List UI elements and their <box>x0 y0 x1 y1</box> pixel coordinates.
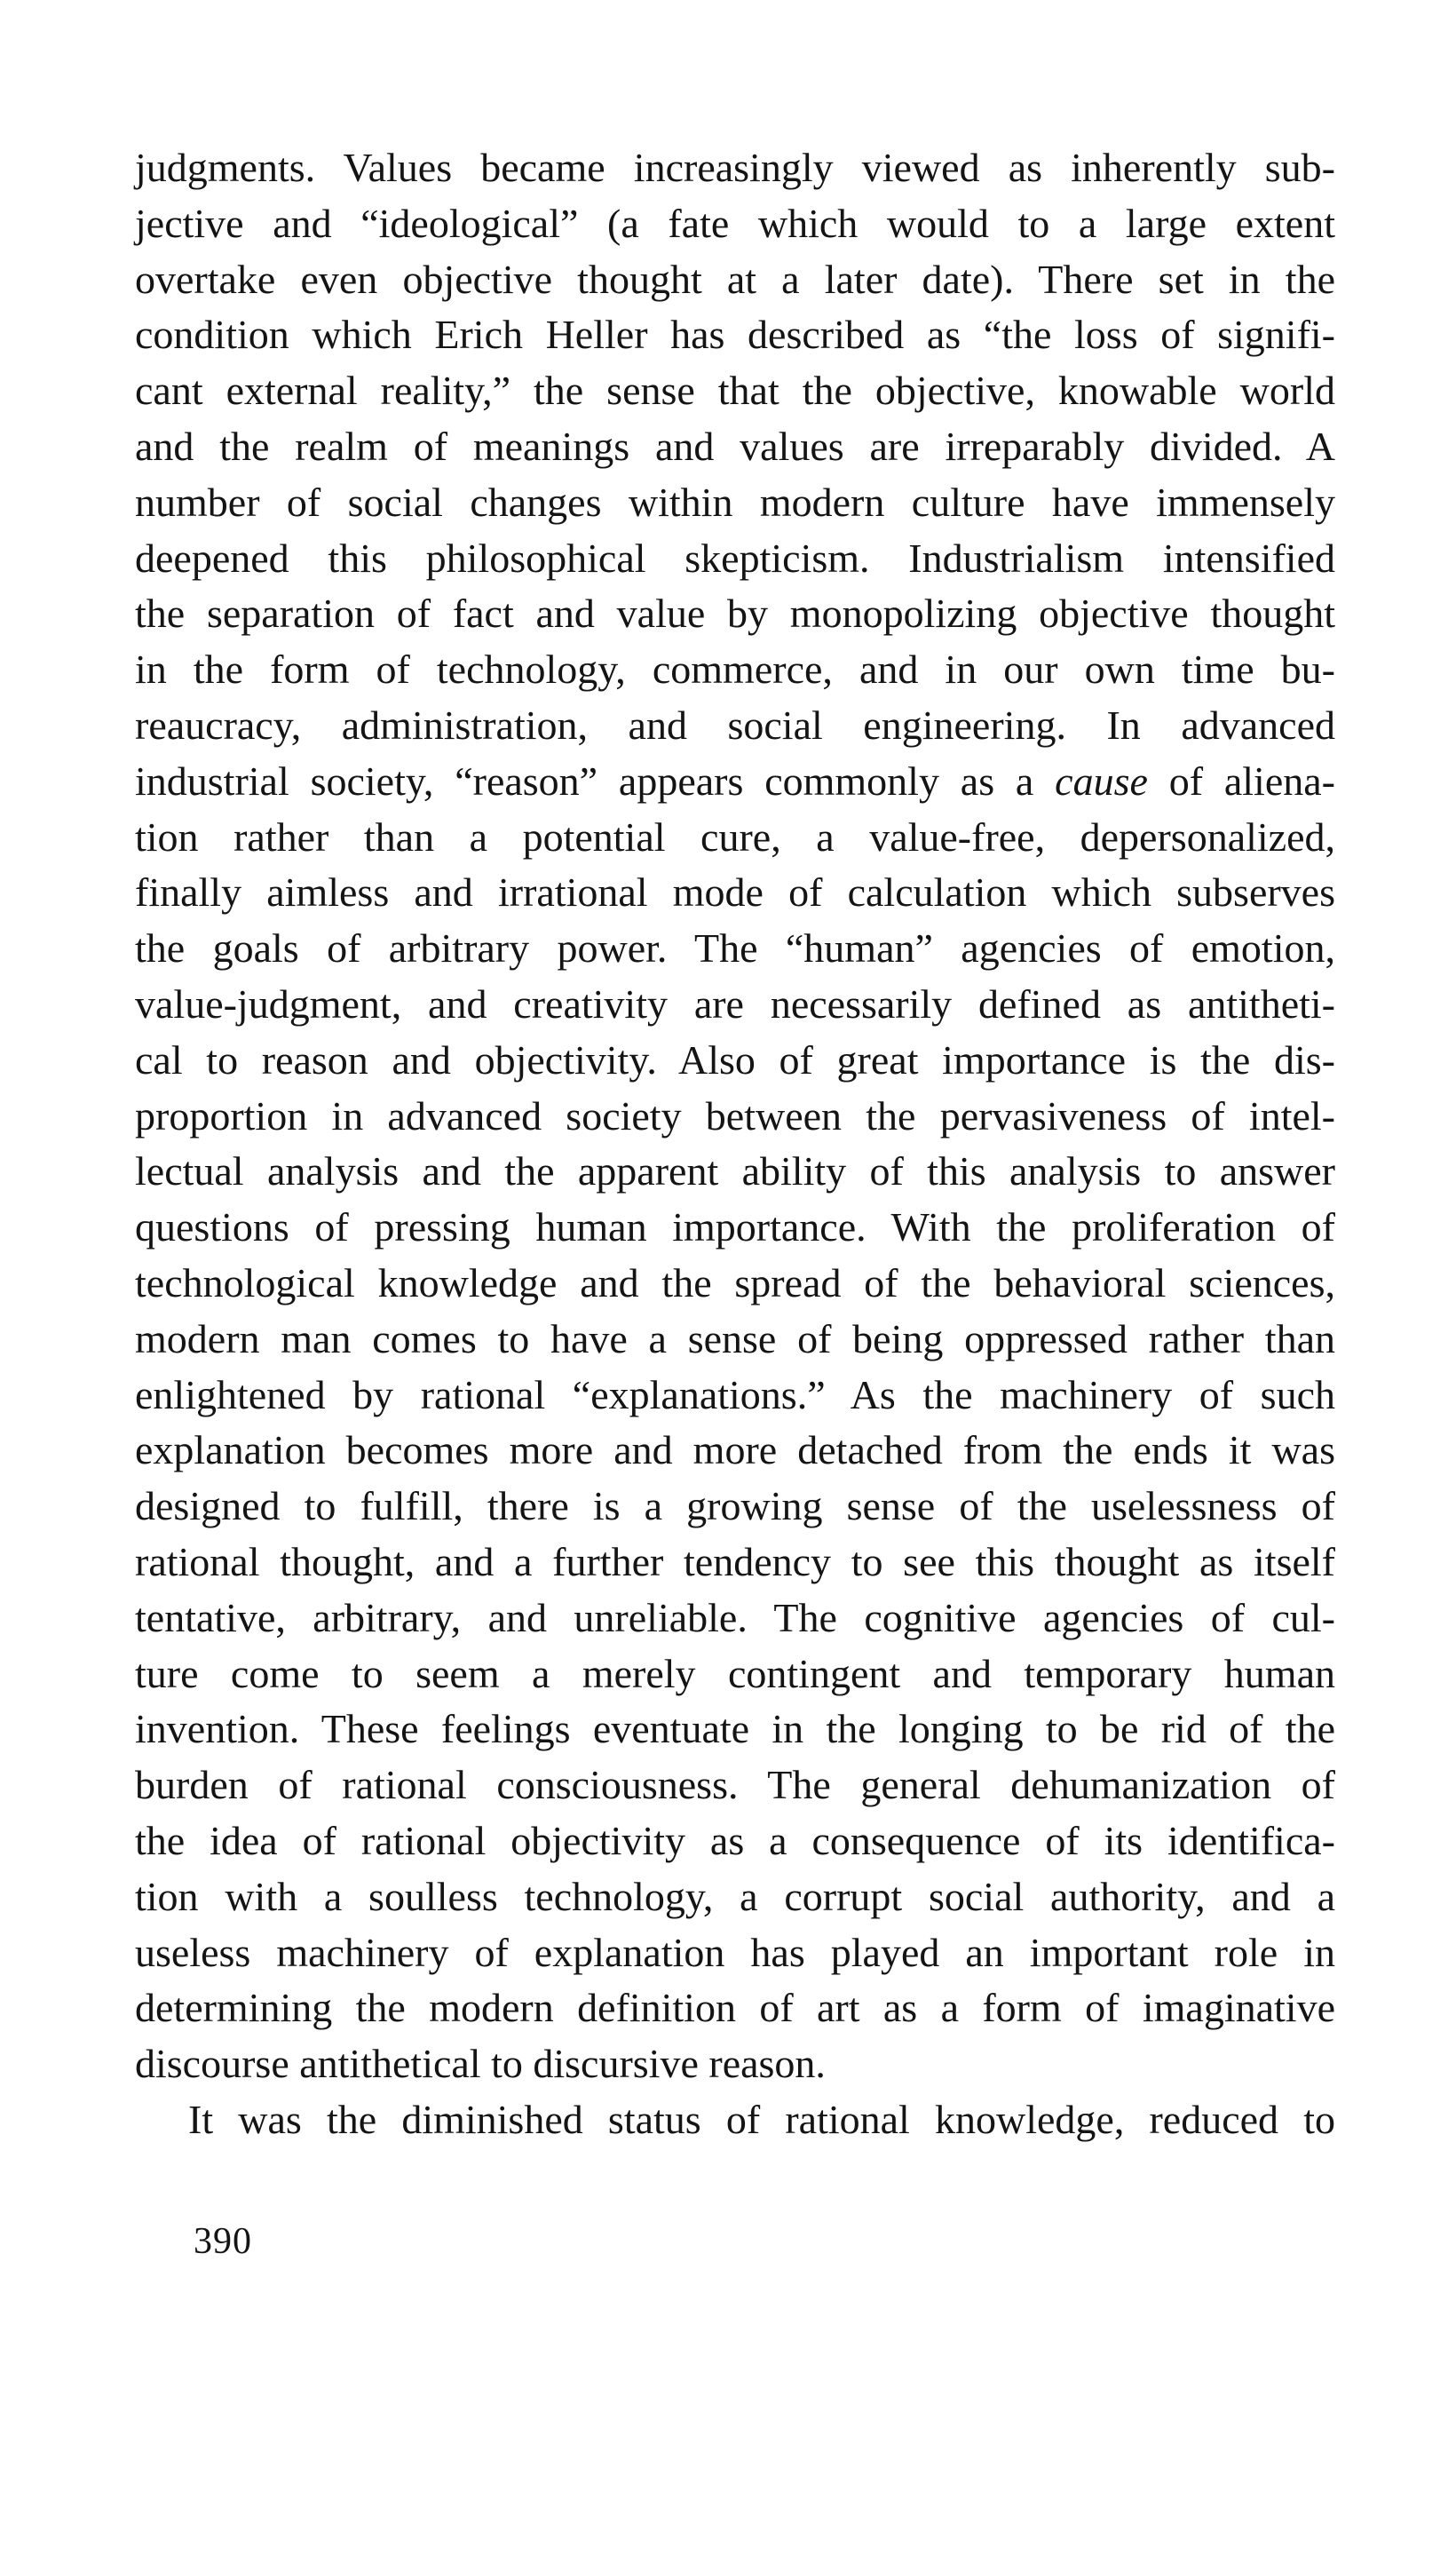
text-line: in the form of technology, commerce, and in our own time bu- <box>135 647 1335 693</box>
text-line: and the realm of meanings and values are irreparably divided. A <box>135 423 1335 469</box>
text-line: modern man comes to have a sense of being oppressed rather than <box>135 1315 1335 1361</box>
text-line: judgments. Values became increasingly viewed as inherently sub- <box>135 145 1335 190</box>
text-line: the separation of fact and value by monopolizing objective thought <box>135 591 1335 637</box>
text-line: the idea of rational objectivity as a consequence of its identifica- <box>135 1817 1335 1863</box>
text-line: technological knowledge and the spread of the behavioral sciences, <box>135 1259 1335 1305</box>
text-line: industrial society, “reason” appears commonly as a cause of aliena- <box>135 758 1335 804</box>
text-line: tion with a soulless technology, a corrupt social authority, and a <box>135 1873 1335 1919</box>
text-line: determining the modern definition of art as a form of imaginative <box>135 1985 1335 2031</box>
text-line: ture come to seem a merely contingent and temporary human <box>135 1650 1335 1696</box>
text-line: questions of pressing human importance. With the proliferation of <box>135 1204 1335 1250</box>
text-line: finally aimless and irrational mode of calculation which subserves <box>135 869 1335 916</box>
text-line: reaucracy, administration, and social engineering. In advanced <box>135 702 1335 748</box>
text-line: designed to fulfill, there is a growing sense of the uselessness of <box>135 1483 1335 1529</box>
paragraph-first-line: It was the diminished status of rational knowledge, reduced to <box>188 2096 1335 2142</box>
text-line: proportion in advanced society between the pervasiveness of intel- <box>135 1092 1335 1139</box>
text-line: rational thought, and a further tendency to see this thought as itself <box>135 1538 1335 1584</box>
text-line: useless machinery of explanation has played an important role in <box>135 1929 1335 1975</box>
text-line: cant external reality,” the sense that the objective, knowable world <box>135 368 1335 414</box>
text-line: cal to reason and objectivity. Also of great importance is the dis- <box>135 1036 1335 1083</box>
text-line: invention. These feelings eventuate in the longing to be rid of the <box>135 1706 1335 1752</box>
text-line: overtake even objective thought at a later date). There set in the <box>135 256 1335 302</box>
text-line: the goals of arbitrary power. The “human” agencies of emotion, <box>135 925 1335 972</box>
text-line: number of social changes within modern culture have immensely <box>135 479 1335 525</box>
italic-word: cause <box>1055 758 1148 804</box>
text-line: jective and “ideological” (a fate which would to a large extent <box>135 200 1335 246</box>
text-line: value-judgment, and creativity are necessarily defined as antitheti- <box>135 980 1335 1027</box>
text-line: explanation becomes more and more detached from the ends it was <box>135 1427 1335 1473</box>
text-line: tentative, arbitrary, and unreliable. The cognitive agencies of cul- <box>135 1594 1335 1640</box>
text-line: tion rather than a potential cure, a value-free, depersonalized, <box>135 813 1335 860</box>
text-line: condition which Erich Heller has described as “the loss of signifi- <box>135 312 1335 358</box>
page-number: 390 <box>194 2221 252 2262</box>
text-line: burden of rational consciousness. The general dehumanization of <box>135 1762 1335 1808</box>
body-text <box>135 140 1335 2148</box>
text-line: lectual analysis and the apparent ability of this analysis to answer <box>135 1148 1335 1194</box>
text-line: enlightened by rational “explanations.” As the machinery of such <box>135 1371 1335 1417</box>
text-line: deepened this philosophical skepticism. Industrialism intensified <box>135 535 1335 581</box>
paragraph-last-line: discourse antithetical to discursive reason. <box>135 2041 826 2087</box>
